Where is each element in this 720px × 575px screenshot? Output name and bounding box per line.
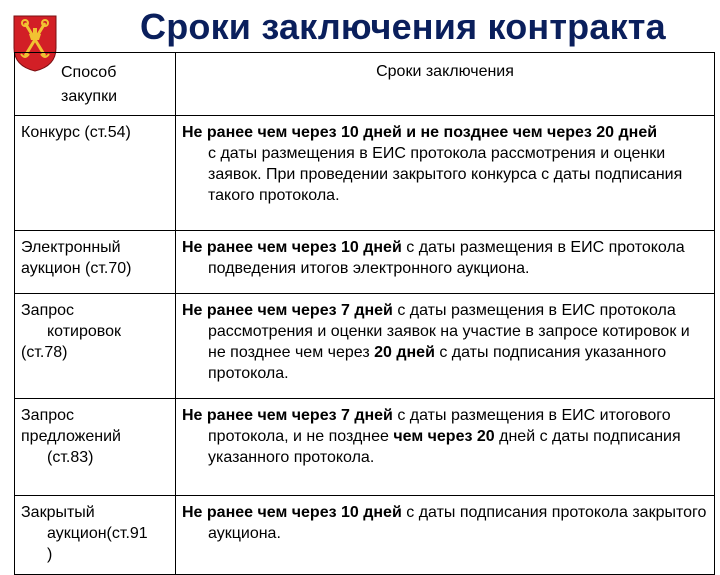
table-row: [15, 116, 715, 231]
method-line: ): [47, 546, 53, 563]
column-header-terms: Сроки заключения: [176, 53, 715, 116]
terms-text: [182, 300, 708, 384]
terms-text: [182, 122, 708, 206]
method-cell: [15, 294, 176, 399]
terms-rest: с даты подписания указанного протокола.: [208, 344, 667, 382]
terms-rest: с даты размещения в ЕИС протокола рассмотрения и оценки заявок на участие в запросе котировок и не позднее чем через: [208, 302, 690, 361]
terms-bold: Не ранее чем через 10 дней: [182, 239, 402, 256]
terms-bold: чем через 20: [393, 428, 495, 445]
terms-cell: [176, 294, 715, 399]
table-row: [15, 496, 715, 575]
method-line: аукцион(ст.91: [47, 525, 148, 542]
method-line: предложений: [21, 428, 121, 445]
terms-rest: с даты подписания протокола закрытого аукциона.: [208, 504, 707, 542]
terms-bold: Не ранее чем через 7 дней: [182, 407, 393, 424]
method-cell: Конкурс (ст.54): [15, 116, 176, 231]
terms-rest: с даты размещения в ЕИС итогового протокола, и не позднее: [208, 407, 671, 445]
contract-terms-table: [14, 52, 715, 575]
terms-text: [182, 237, 708, 279]
terms-bold: Не ранее чем через 7 дней: [182, 302, 393, 319]
page-title: Сроки заключения контракта: [140, 6, 666, 47]
terms-text: [182, 405, 708, 468]
terms-cell: [176, 116, 715, 231]
terms-cell: [176, 399, 715, 496]
table-row: [15, 294, 715, 399]
method-line: (ст.83): [47, 449, 94, 466]
method-line: Запрос: [21, 302, 75, 319]
method-line: (ст.78): [21, 344, 68, 361]
method-cell: Электронный аукцион (ст.70): [15, 231, 176, 294]
method-line: Запрос: [21, 407, 75, 424]
terms-rest: с даты размещения в ЕИС протокола рассмотрения и оценки заявок. При проведении закрытого конкурса с даты подписания такого протокола.: [208, 145, 683, 204]
method-line: Закрытый: [21, 504, 95, 521]
method-cell: [15, 496, 176, 575]
column-header-method: Способ закупки: [15, 53, 176, 116]
terms-text: [182, 502, 708, 544]
terms-bold: 20 дней: [374, 344, 435, 361]
method-cell: [15, 399, 176, 496]
table-row: [15, 231, 715, 294]
terms-rest: с даты размещения в ЕИС протокола подведения итогов электронного аукциона.: [208, 239, 685, 277]
terms-rest: дней с даты подписания указанного протокола.: [208, 428, 681, 466]
terms-bold: Не ранее чем через 10 дней: [182, 504, 402, 521]
table-row: [15, 399, 715, 496]
terms-cell: [176, 496, 715, 575]
table-header-row: [15, 53, 715, 116]
terms-cell: [176, 231, 715, 294]
method-line: котировок: [47, 323, 122, 340]
terms-bold: Не ранее чем через 10 дней и не позднее чем через 20 дней: [182, 124, 658, 141]
